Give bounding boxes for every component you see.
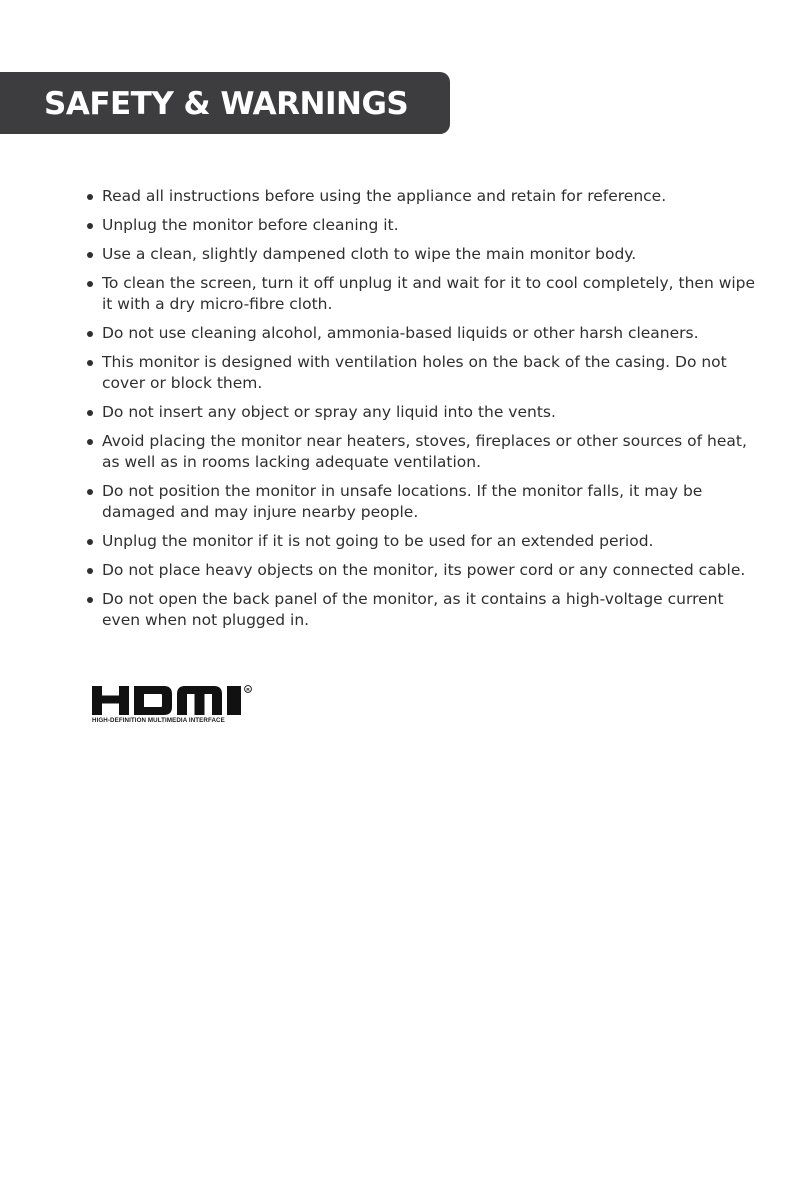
hdmi-logo-icon	[92, 684, 257, 716]
list-item	[0, 352, 805, 394]
bullet-icon	[87, 489, 93, 495]
warning-text: Avoid placing the monitor near heaters, stoves, fireplaces or other sources of heat, as well as in rooms lacking adequate ventilation.	[102, 432, 747, 471]
bullet-icon	[87, 252, 93, 258]
bullet-icon	[87, 194, 93, 200]
bullet-icon	[87, 331, 93, 337]
list-item	[0, 244, 805, 265]
list-item	[0, 186, 805, 207]
warning-text: Unplug the monitor before cleaning it.	[102, 216, 399, 234]
warning-text: Do not use cleaning alcohol, ammonia-based liquids or other harsh cleaners.	[102, 324, 699, 342]
warning-text: Unplug the monitor if it is not going to be used for an extended period.	[102, 532, 654, 550]
warning-text: Use a clean, slightly dampened cloth to wipe the main monitor body.	[102, 245, 637, 263]
bullet-icon	[87, 223, 93, 229]
section-header-bar	[0, 72, 450, 134]
page-title: SAFETY & WARNINGS	[44, 86, 409, 122]
warning-text: Do not insert any object or spray any liquid into the vents.	[102, 403, 556, 421]
list-item	[0, 215, 805, 236]
list-item	[0, 402, 805, 423]
hdmi-logo	[92, 684, 257, 728]
bullet-icon	[87, 439, 93, 445]
list-item	[0, 431, 805, 473]
bullet-icon	[87, 539, 93, 545]
svg-text:R: R	[246, 686, 250, 692]
list-item	[0, 531, 805, 552]
warning-text: Do not position the monitor in unsafe locations. If the monitor falls, it may be damaged and may injure nearby people.	[102, 482, 703, 521]
list-item	[0, 273, 805, 315]
bullet-icon	[87, 360, 93, 366]
warning-text: Do not open the back panel of the monitor, as it contains a high-voltage current even when not plugged in.	[102, 590, 724, 629]
warning-text: This monitor is designed with ventilation holes on the back of the casing. Do not cover or block them.	[102, 353, 727, 392]
hdmi-tagline: HIGH-DEFINITION MULTIMEDIA INTERFACE	[92, 717, 225, 724]
warnings-list	[0, 186, 805, 639]
bullet-icon	[87, 568, 93, 574]
list-item	[0, 323, 805, 344]
list-item	[0, 481, 805, 523]
bullet-icon	[87, 281, 93, 287]
list-item	[0, 589, 805, 631]
warning-text: Do not place heavy objects on the monitor, its power cord or any connected cable.	[102, 561, 746, 579]
list-item	[0, 560, 805, 581]
bullet-icon	[87, 410, 93, 416]
bullet-icon	[87, 597, 93, 603]
warning-text: To clean the screen, turn it off unplug it and wait for it to cool completely, then wipe it with a dry micro-fibre cloth.	[102, 274, 756, 313]
warning-text: Read all instructions before using the appliance and retain for reference.	[102, 187, 667, 205]
